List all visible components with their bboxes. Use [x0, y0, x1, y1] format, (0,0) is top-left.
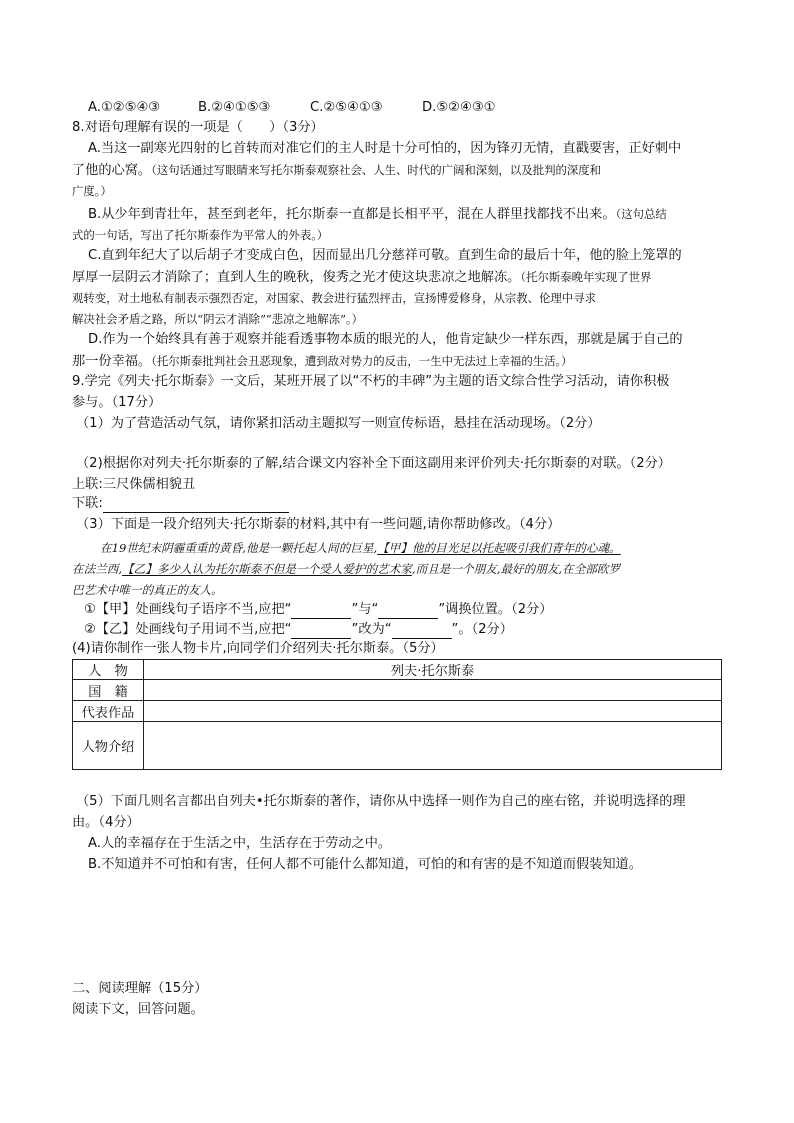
q8-option-c-line2 — [72, 268, 651, 287]
fix-jia-blank2[interactable] — [378, 604, 438, 619]
card-value-person: 列夫·托尔斯泰 — [144, 660, 722, 680]
fix-yi-c: ”。（2分） — [451, 622, 513, 637]
fix-yi-a: ②【乙】处画线句子用词不当,应把“ — [84, 622, 292, 637]
material-jia: 【甲】他的目光足以托起吸引我们青年的心魂。 — [377, 541, 621, 555]
q8-option-c-note2: 观转变，对土地私有制表示强烈否定，对国家、教会进行猛烈抨击，宣扬博爱修身，从宗教、伦理中寻求 — [72, 291, 596, 305]
q9-stem-cont: 参与。（17分） — [72, 395, 162, 410]
q8-option-d-note: （托尔斯泰批判社会丑恶现象，遭到敌对势力的反击，一生中无法过上幸福的生活。） — [151, 354, 573, 368]
q8-option-a: A.当这一副寒光四射的匕首转而对准它们的主人时是十分可怕的，因为锋刃无情，直戳要害，正好刺中 — [88, 141, 682, 156]
quote-a: A.人的幸福存在于生活之中，生活存在于劳动之中。 — [88, 836, 392, 851]
q9-stem: 9.学完《列夫·托尔斯泰》一文后，某班开展了以“不朽的丰碑”为主题的语文综合性学习活动，请你积极 — [72, 374, 670, 389]
material-line2-text: 在法兰西, — [72, 562, 123, 576]
card-label-person: 人 物 — [73, 660, 144, 680]
q8-option-c-cont: 厚厚一层阴云才消除了；直到人生的晚秋，俊秀之光才使这块悲凉之地解冻。 — [72, 270, 521, 285]
q8-option-a-note2: 广度。） — [72, 184, 112, 198]
q8-option-b-line — [88, 205, 667, 224]
q8-option-b: B.从少年到青壮年，甚至到老年，托尔斯泰一直都是长相平平，混在人群里找都找不出来。 — [88, 207, 616, 222]
q8-option-d-line2 — [72, 352, 573, 371]
fix-jia-c: ”调换位置。（2分） — [438, 602, 553, 617]
card-label-nationality: 国 籍 — [73, 680, 144, 701]
q9-part3: （3）下面是一段介绍列夫·托尔斯泰的材料,其中有一些问题,请你帮助修改。（4分） — [76, 517, 561, 532]
fix-yi-b: ”改为“ — [351, 622, 392, 637]
person-card — [72, 659, 722, 770]
couplet-lower-label: 下联: — [72, 496, 103, 511]
q9-part4: (4)请你制作一张人物卡片,向同学们介绍列夫·托尔斯泰。（5分） — [72, 641, 444, 656]
q9-part1: （1）为了营造活动气氛，请你紧扣活动主题拟写一则宣传标语，悬挂在活动现场。（2分） — [76, 416, 601, 431]
card-label-works: 代表作品 — [73, 701, 144, 722]
material-yi: 【乙】多少人认为托尔斯泰不但是一个受人爱护的艺术家 — [122, 562, 412, 576]
fix-yi — [84, 621, 513, 639]
q8-option-d: D.作为一个始终具有善于观察并能看透事物本质的眼光的人，他肯定缺少一样东西，那就是属于自己的 — [88, 332, 683, 347]
couplet-lower — [72, 495, 289, 513]
material-line2 — [72, 560, 620, 578]
couplet-lower-blank[interactable] — [103, 498, 289, 513]
material-line1-text: 在19世纪末阴霾重重的黄昏,他是一颗托起人间的巨星, — [100, 541, 378, 555]
q9-part2: （2)根据你对列夫·托尔斯泰的了解,结合课文内容补全下面这副用来评价列夫·托尔斯泰的对联。（2分） — [76, 456, 671, 471]
q9-part5: （5）下面几则名言都出自列夫•托尔斯泰的著作，请你从中选择一则作为自己的座右铭，并说明选择的理 — [76, 794, 686, 809]
q7-option-b: B.②④①⑤③ — [198, 100, 271, 115]
quote-b: B.不知道并不可怕和有害，任何人都不可能什么都知道，可怕的和有害的是不知道而假装知道。 — [88, 857, 642, 872]
q8-option-b-note2: 式的一句话，写出了托尔斯泰作为平常人的外表。） — [72, 228, 329, 242]
q8-stem: 8.对语句理解有误的一项是（ ）（3分） — [72, 120, 324, 135]
q8-option-c: C.直到年纪大了以后胡子才变成白色，因而显出几分慈祥可敬。直到生命的最后十年，他的脸上笼罩的 — [88, 248, 682, 263]
material-line1 — [100, 539, 621, 557]
q9-part5-cont: 由。（4分） — [72, 815, 140, 830]
fix-jia — [84, 601, 552, 619]
card-value-nationality[interactable] — [144, 680, 722, 701]
q7-option-c: C.②⑤④①③ — [310, 100, 383, 115]
material-line3: 巴艺术中唯一的真正的友人。 — [72, 583, 223, 597]
fix-yi-blank2[interactable] — [392, 624, 452, 639]
q7-option-d: D.⑤②④③① — [422, 100, 496, 115]
material-line2-tail: ,而且是一个朋友,最好的朋友,在全部欧罗 — [411, 562, 621, 576]
fix-jia-b: ”与“ — [351, 602, 379, 617]
fix-jia-blank1[interactable] — [291, 604, 351, 619]
fix-jia-a: ①【甲】处画线句子语序不当,应把“ — [84, 602, 292, 617]
q8-option-c-note3: 解决社会矛盾之路，所以“阴云才消除”“悲凉之地解冻”。） — [72, 312, 363, 326]
section-title: 二、阅读理解（15分） — [72, 981, 208, 996]
q8-option-a-note: （这句话通过写眼睛来写托尔斯泰观察社会、人生、时代的广阔和深刻，以及批判的深度和 — [151, 163, 602, 177]
q7-option-a: A.①②⑤④③ — [88, 100, 161, 115]
card-label-intro: 人物介绍 — [73, 722, 144, 770]
q8-option-c-note: （托尔斯泰晚年实现了世界 — [520, 270, 652, 284]
card-value-works[interactable] — [144, 701, 722, 722]
q8-option-a-cont: 了他的心窝。 — [72, 163, 152, 178]
couplet-upper: 上联:三尺侏儒相貌丑 — [72, 477, 196, 492]
fix-yi-blank1[interactable] — [291, 624, 351, 639]
q8-option-a-line2 — [72, 161, 601, 180]
q8-option-b-note: （这句总结 — [615, 207, 667, 221]
card-value-intro[interactable] — [144, 722, 722, 770]
q8-option-d-cont: 那一份幸福。 — [72, 354, 152, 369]
section-instruction: 阅读下文，回答问题。 — [72, 1002, 204, 1017]
